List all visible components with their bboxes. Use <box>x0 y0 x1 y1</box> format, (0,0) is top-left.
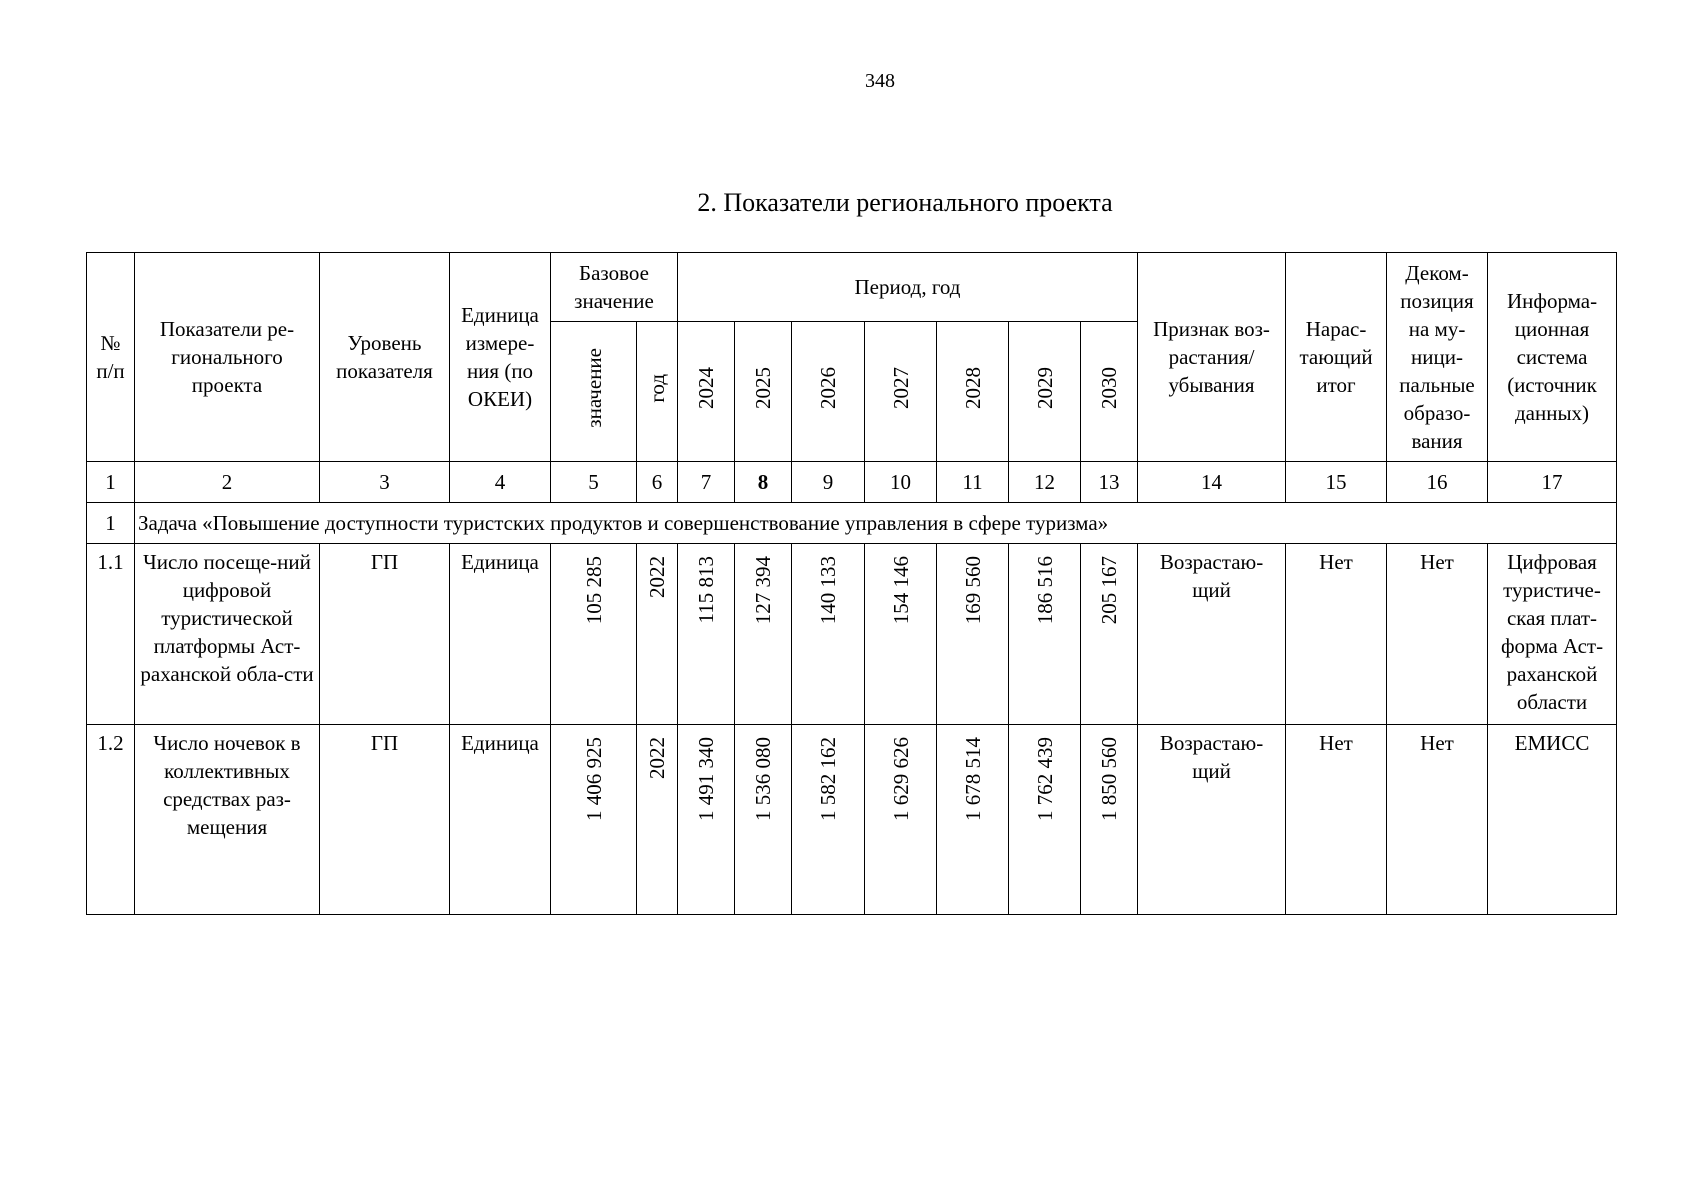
row-value-2026: 1 582 162 <box>792 725 865 915</box>
row-info-system: Цифровая туристиче-ская плат-форма Аст-раханской области <box>1488 544 1617 725</box>
row-cumulative: Нет <box>1286 725 1387 915</box>
table-row <box>87 725 1617 915</box>
task-row <box>87 503 1617 544</box>
header-decomposition: Деком-позиция на му-ници-пальные образо-вания <box>1387 253 1488 462</box>
column-number: 2 <box>135 462 320 503</box>
row-level: ГП <box>320 725 450 915</box>
header-year-2029: 2029 <box>1009 322 1081 462</box>
header-year-2028: 2028 <box>937 322 1009 462</box>
column-number: 15 <box>1286 462 1387 503</box>
row-value-2030: 205 167 <box>1081 544 1138 725</box>
header-trend: Признак воз-растания/ убывания <box>1138 253 1286 462</box>
indicators-table <box>86 252 1617 915</box>
header-year-2026: 2026 <box>792 322 865 462</box>
column-number: 1 <box>87 462 135 503</box>
row-num: 1.1 <box>87 544 135 725</box>
table-row <box>87 544 1617 725</box>
column-number: 10 <box>865 462 937 503</box>
column-number: 4 <box>450 462 551 503</box>
row-indicator: Число ночевок в коллективных средствах раз-мещения <box>135 725 320 915</box>
row-cumulative: Нет <box>1286 544 1387 725</box>
row-decomposition: Нет <box>1387 544 1488 725</box>
row-base-value: 1 406 925 <box>551 725 637 915</box>
row-unit: Единица <box>450 544 551 725</box>
row-value-2025: 127 394 <box>735 544 792 725</box>
row-value-2025: 1 536 080 <box>735 725 792 915</box>
row-level: ГП <box>320 544 450 725</box>
page-number: 348 <box>865 70 895 92</box>
row-indicator: Число посеще-ний цифровой туристической платформы Аст-раханской обла-сти <box>135 544 320 725</box>
row-value-2026: 140 133 <box>792 544 865 725</box>
row-value-2028: 169 560 <box>937 544 1009 725</box>
row-value-2024: 115 813 <box>678 544 735 725</box>
column-number: 8 <box>735 462 792 503</box>
row-value-2027: 154 146 <box>865 544 937 725</box>
header-year-2027: 2027 <box>865 322 937 462</box>
row-info-system: ЕМИСС <box>1488 725 1617 915</box>
section-title: 2. Показатели регионального проекта <box>697 188 1113 217</box>
column-number: 9 <box>792 462 865 503</box>
row-base-year: 2022 <box>637 544 678 725</box>
column-numbers-row <box>87 462 1617 503</box>
column-number: 12 <box>1009 462 1081 503</box>
column-number: 5 <box>551 462 637 503</box>
row-unit: Единица <box>450 725 551 915</box>
row-trend: Возрастаю-щий <box>1138 725 1286 915</box>
header-year-2024: 2024 <box>678 322 735 462</box>
header-base-value-year: год <box>637 322 678 462</box>
row-base-year: 2022 <box>637 725 678 915</box>
header-row-top <box>87 253 1617 322</box>
row-decomposition: Нет <box>1387 725 1488 915</box>
header-indicator: Показатели ре-гионального проекта <box>135 253 320 462</box>
header-period: Период, год <box>678 253 1138 322</box>
column-number: 16 <box>1387 462 1488 503</box>
column-number: 3 <box>320 462 450 503</box>
row-value-2028: 1 678 514 <box>937 725 1009 915</box>
header-level: Уровень показателя <box>320 253 450 462</box>
column-number: 13 <box>1081 462 1138 503</box>
column-number: 11 <box>937 462 1009 503</box>
task-text: Задача «Повышение доступности туристских продуктов и совершенствование управления в сфере туризма» <box>135 503 1617 544</box>
header-unit: Единица измере-ния (по ОКЕИ) <box>450 253 551 462</box>
header-cumulative: Нарас-тающий итог <box>1286 253 1387 462</box>
row-value-2029: 186 516 <box>1009 544 1081 725</box>
header-info-system: Информа-ционная система (источник данных) <box>1488 253 1617 462</box>
row-value-2024: 1 491 340 <box>678 725 735 915</box>
column-number: 17 <box>1488 462 1617 503</box>
row-value-2030: 1 850 560 <box>1081 725 1138 915</box>
row-trend: Возрастаю-щий <box>1138 544 1286 725</box>
header-base-value-value: значение <box>551 322 637 462</box>
row-value-2029: 1 762 439 <box>1009 725 1081 915</box>
header-year-2025: 2025 <box>735 322 792 462</box>
column-number: 6 <box>637 462 678 503</box>
header-year-2030: 2030 <box>1081 322 1138 462</box>
header-base-value: Базовое значение <box>551 253 678 322</box>
task-num: 1 <box>87 503 135 544</box>
header-num: № п/п <box>87 253 135 462</box>
row-num: 1.2 <box>87 725 135 915</box>
row-value-2027: 1 629 626 <box>865 725 937 915</box>
column-number: 14 <box>1138 462 1286 503</box>
row-base-value: 105 285 <box>551 544 637 725</box>
column-number: 7 <box>678 462 735 503</box>
